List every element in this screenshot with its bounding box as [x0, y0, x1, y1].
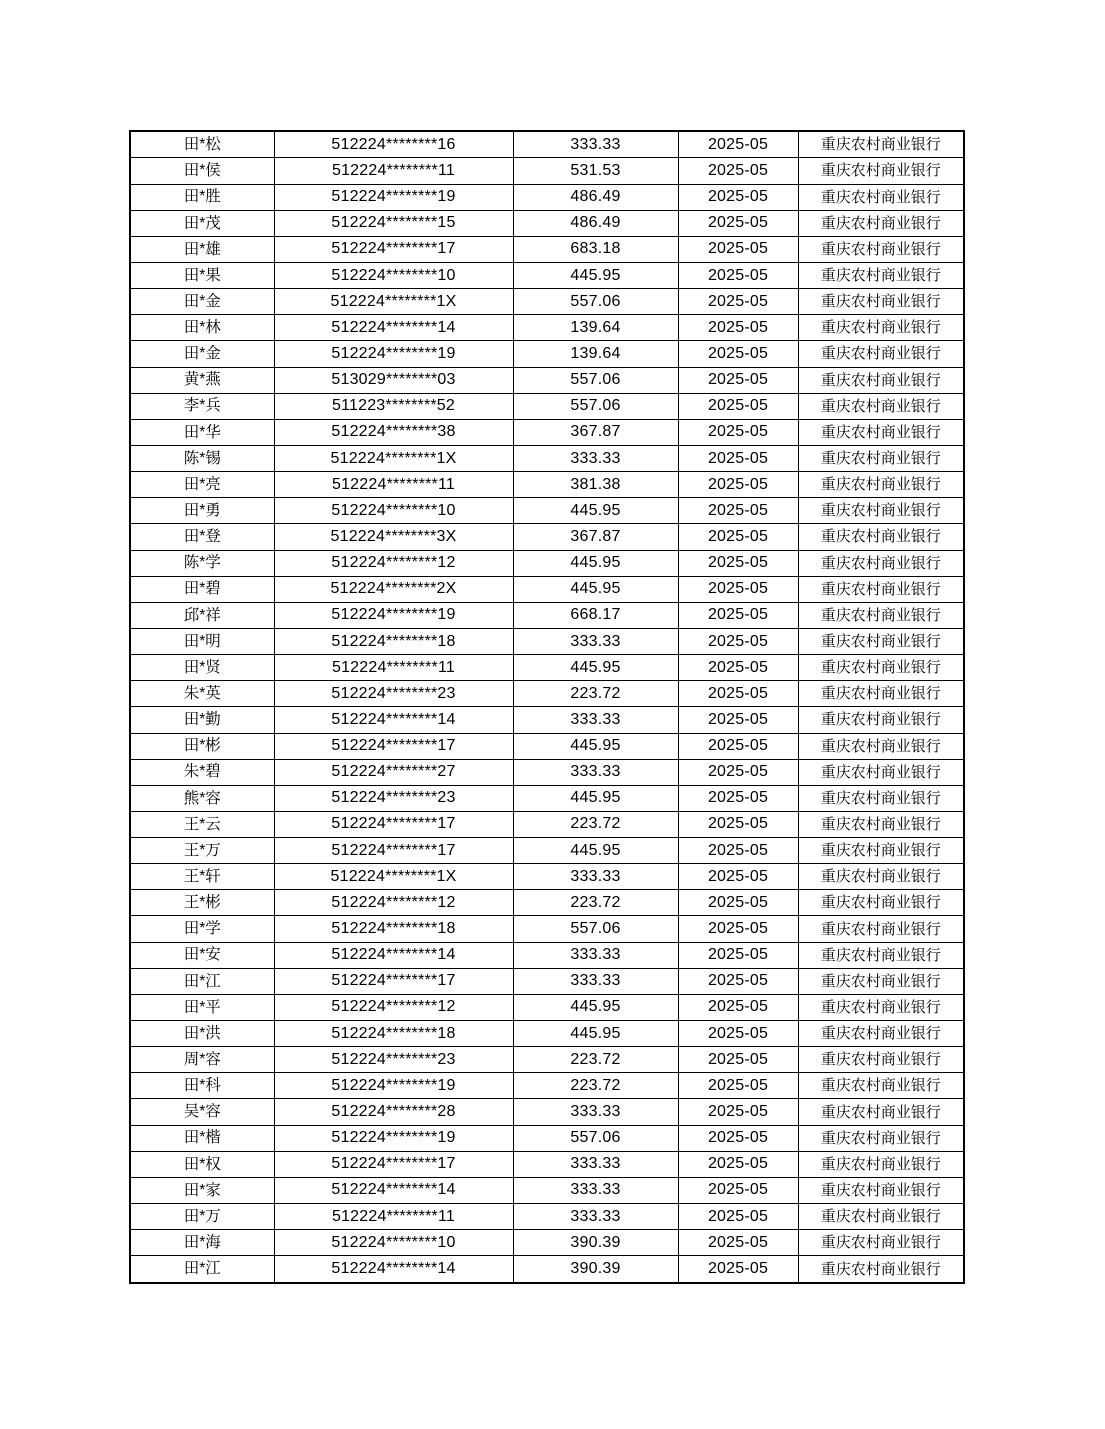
cell-month: 2025-05 — [678, 1073, 798, 1099]
cell-month: 2025-05 — [678, 838, 798, 864]
cell-bank: 重庆农村商业银行 — [798, 419, 964, 445]
cell-id-number: 512224********11 — [274, 158, 513, 184]
cell-id-number: 512224********18 — [274, 1021, 513, 1047]
table-row — [130, 498, 964, 524]
cell-month: 2025-05 — [678, 890, 798, 916]
table-row — [130, 419, 964, 445]
cell-amount: 333.33 — [513, 1099, 678, 1125]
cell-month: 2025-05 — [678, 341, 798, 367]
cell-bank: 重庆农村商业银行 — [798, 1073, 964, 1099]
cell-amount: 557.06 — [513, 916, 678, 942]
cell-amount: 531.53 — [513, 158, 678, 184]
table-row — [130, 1073, 964, 1099]
cell-name: 田*贤 — [130, 655, 274, 681]
cell-id-number: 512224********12 — [274, 550, 513, 576]
cell-id-number: 512224********19 — [274, 341, 513, 367]
cell-bank: 重庆农村商业银行 — [798, 184, 964, 210]
cell-month: 2025-05 — [678, 576, 798, 602]
cell-bank: 重庆农村商业银行 — [798, 367, 964, 393]
cell-amount: 139.64 — [513, 341, 678, 367]
cell-bank: 重庆农村商业银行 — [798, 1099, 964, 1125]
cell-amount: 333.33 — [513, 707, 678, 733]
cell-name: 田*洪 — [130, 1021, 274, 1047]
cell-name: 田*平 — [130, 994, 274, 1020]
cell-month: 2025-05 — [678, 602, 798, 628]
cell-month: 2025-05 — [678, 811, 798, 837]
table-row — [130, 628, 964, 654]
cell-amount: 333.33 — [513, 628, 678, 654]
table-row — [130, 942, 964, 968]
cell-amount: 333.33 — [513, 968, 678, 994]
cell-name: 陈*学 — [130, 550, 274, 576]
cell-name: 田*江 — [130, 1256, 274, 1283]
cell-id-number: 512224********3X — [274, 524, 513, 550]
table-row — [130, 602, 964, 628]
table-row — [130, 864, 964, 890]
cell-bank: 重庆农村商业银行 — [798, 289, 964, 315]
cell-id-number: 512224********1X — [274, 445, 513, 471]
cell-id-number: 512224********10 — [274, 1230, 513, 1256]
cell-name: 熊*容 — [130, 785, 274, 811]
cell-amount: 333.33 — [513, 759, 678, 785]
cell-name: 周*容 — [130, 1047, 274, 1073]
cell-bank: 重庆农村商业银行 — [798, 916, 964, 942]
cell-bank: 重庆农村商业银行 — [798, 524, 964, 550]
cell-amount: 445.95 — [513, 262, 678, 288]
cell-name: 吴*容 — [130, 1099, 274, 1125]
cell-name: 田*侯 — [130, 158, 274, 184]
cell-id-number: 512224********18 — [274, 628, 513, 654]
table-row — [130, 262, 964, 288]
cell-id-number: 512224********14 — [274, 942, 513, 968]
cell-bank: 重庆农村商业银行 — [798, 994, 964, 1020]
cell-amount: 683.18 — [513, 236, 678, 262]
table-row — [130, 184, 964, 210]
cell-id-number: 511223********52 — [274, 393, 513, 419]
table-row — [130, 393, 964, 419]
cell-name: 黄*燕 — [130, 367, 274, 393]
table-row — [130, 1204, 964, 1230]
cell-bank: 重庆农村商业银行 — [798, 1204, 964, 1230]
cell-name: 王*云 — [130, 811, 274, 837]
table-row — [130, 1151, 964, 1177]
cell-amount: 557.06 — [513, 367, 678, 393]
cell-id-number: 512224********17 — [274, 1151, 513, 1177]
cell-id-number: 512224********23 — [274, 1047, 513, 1073]
cell-month: 2025-05 — [678, 1256, 798, 1283]
cell-month: 2025-05 — [678, 759, 798, 785]
table-row — [130, 681, 964, 707]
table-row — [130, 838, 964, 864]
cell-id-number: 512224********11 — [274, 655, 513, 681]
cell-name: 田*科 — [130, 1073, 274, 1099]
table-row — [130, 733, 964, 759]
cell-bank: 重庆农村商业银行 — [798, 576, 964, 602]
cell-bank: 重庆农村商业银行 — [798, 942, 964, 968]
cell-amount: 223.72 — [513, 1047, 678, 1073]
table-row — [130, 1230, 964, 1256]
cell-amount: 557.06 — [513, 1125, 678, 1151]
cell-amount: 668.17 — [513, 602, 678, 628]
cell-month: 2025-05 — [678, 131, 798, 158]
cell-id-number: 512224********2X — [274, 576, 513, 602]
cell-bank: 重庆农村商业银行 — [798, 445, 964, 471]
table-row — [130, 1256, 964, 1283]
cell-name: 田*登 — [130, 524, 274, 550]
cell-name: 田*万 — [130, 1204, 274, 1230]
cell-month: 2025-05 — [678, 916, 798, 942]
cell-amount: 381.38 — [513, 472, 678, 498]
cell-id-number: 512224********19 — [274, 1125, 513, 1151]
cell-month: 2025-05 — [678, 994, 798, 1020]
table-row — [130, 236, 964, 262]
cell-bank: 重庆农村商业银行 — [798, 707, 964, 733]
cell-id-number: 512224********10 — [274, 498, 513, 524]
table-row — [130, 576, 964, 602]
table-row — [130, 1125, 964, 1151]
cell-id-number: 512224********1X — [274, 864, 513, 890]
cell-bank: 重庆农村商业银行 — [798, 759, 964, 785]
cell-bank: 重庆农村商业银行 — [798, 1047, 964, 1073]
cell-amount: 445.95 — [513, 576, 678, 602]
table-body — [130, 131, 964, 1283]
cell-amount: 445.95 — [513, 994, 678, 1020]
cell-id-number: 512224********1X — [274, 289, 513, 315]
cell-month: 2025-05 — [678, 367, 798, 393]
cell-id-number: 512224********17 — [274, 811, 513, 837]
cell-month: 2025-05 — [678, 733, 798, 759]
cell-month: 2025-05 — [678, 419, 798, 445]
cell-id-number: 512224********17 — [274, 236, 513, 262]
cell-name: 田*亮 — [130, 472, 274, 498]
cell-name: 陈*锡 — [130, 445, 274, 471]
cell-name: 田*家 — [130, 1177, 274, 1203]
cell-name: 田*碧 — [130, 576, 274, 602]
cell-month: 2025-05 — [678, 681, 798, 707]
cell-bank: 重庆农村商业银行 — [798, 262, 964, 288]
cell-name: 田*茂 — [130, 210, 274, 236]
table-row — [130, 968, 964, 994]
cell-bank: 重庆农村商业银行 — [798, 550, 964, 576]
cell-bank: 重庆农村商业银行 — [798, 1230, 964, 1256]
cell-bank: 重庆农村商业银行 — [798, 498, 964, 524]
table-row — [130, 210, 964, 236]
payment-table — [129, 130, 965, 1284]
cell-amount: 390.39 — [513, 1230, 678, 1256]
cell-month: 2025-05 — [678, 550, 798, 576]
cell-name: 田*胜 — [130, 184, 274, 210]
cell-name: 田*海 — [130, 1230, 274, 1256]
cell-name: 田*楷 — [130, 1125, 274, 1151]
cell-amount: 333.33 — [513, 1151, 678, 1177]
table-row — [130, 1021, 964, 1047]
cell-month: 2025-05 — [678, 942, 798, 968]
cell-bank: 重庆农村商业银行 — [798, 628, 964, 654]
cell-month: 2025-05 — [678, 1021, 798, 1047]
cell-id-number: 512224********14 — [274, 315, 513, 341]
cell-bank: 重庆农村商业银行 — [798, 341, 964, 367]
cell-name: 田*林 — [130, 315, 274, 341]
table-row — [130, 289, 964, 315]
cell-month: 2025-05 — [678, 785, 798, 811]
cell-amount: 333.33 — [513, 131, 678, 158]
cell-amount: 333.33 — [513, 942, 678, 968]
cell-month: 2025-05 — [678, 707, 798, 733]
table-row — [130, 890, 964, 916]
cell-name: 田*学 — [130, 916, 274, 942]
cell-month: 2025-05 — [678, 1177, 798, 1203]
cell-bank: 重庆农村商业银行 — [798, 315, 964, 341]
cell-amount: 223.72 — [513, 1073, 678, 1099]
cell-id-number: 513029********03 — [274, 367, 513, 393]
cell-amount: 557.06 — [513, 393, 678, 419]
cell-id-number: 512224********28 — [274, 1099, 513, 1125]
cell-name: 朱*英 — [130, 681, 274, 707]
cell-month: 2025-05 — [678, 472, 798, 498]
cell-bank: 重庆农村商业银行 — [798, 1151, 964, 1177]
cell-month: 2025-05 — [678, 968, 798, 994]
cell-month: 2025-05 — [678, 864, 798, 890]
cell-month: 2025-05 — [678, 289, 798, 315]
cell-id-number: 512224********14 — [274, 1177, 513, 1203]
cell-id-number: 512224********17 — [274, 733, 513, 759]
cell-bank: 重庆农村商业银行 — [798, 158, 964, 184]
cell-name: 田*勤 — [130, 707, 274, 733]
cell-id-number: 512224********23 — [274, 681, 513, 707]
cell-id-number: 512224********14 — [274, 1256, 513, 1283]
cell-name: 王*彬 — [130, 890, 274, 916]
cell-bank: 重庆农村商业银行 — [798, 968, 964, 994]
cell-name: 李*兵 — [130, 393, 274, 419]
cell-bank: 重庆农村商业银行 — [798, 393, 964, 419]
cell-bank: 重庆农村商业银行 — [798, 210, 964, 236]
cell-id-number: 512224********18 — [274, 916, 513, 942]
cell-id-number: 512224********11 — [274, 472, 513, 498]
cell-name: 田*金 — [130, 289, 274, 315]
cell-month: 2025-05 — [678, 628, 798, 654]
cell-bank: 重庆农村商业银行 — [798, 681, 964, 707]
cell-name: 田*权 — [130, 1151, 274, 1177]
cell-name: 田*彬 — [130, 733, 274, 759]
table-row — [130, 341, 964, 367]
cell-amount: 333.33 — [513, 445, 678, 471]
table-row — [130, 131, 964, 158]
cell-id-number: 512224********15 — [274, 210, 513, 236]
table-row — [130, 916, 964, 942]
cell-bank: 重庆农村商业银行 — [798, 131, 964, 158]
cell-amount: 486.49 — [513, 210, 678, 236]
cell-name: 田*金 — [130, 341, 274, 367]
cell-id-number: 512224********38 — [274, 419, 513, 445]
cell-bank: 重庆农村商业银行 — [798, 1125, 964, 1151]
cell-month: 2025-05 — [678, 445, 798, 471]
cell-month: 2025-05 — [678, 393, 798, 419]
cell-name: 田*明 — [130, 628, 274, 654]
table-row — [130, 994, 964, 1020]
cell-bank: 重庆农村商业银行 — [798, 1177, 964, 1203]
cell-id-number: 512224********19 — [274, 1073, 513, 1099]
table-row — [130, 445, 964, 471]
cell-id-number: 512224********10 — [274, 262, 513, 288]
cell-amount: 223.72 — [513, 811, 678, 837]
cell-id-number: 512224********12 — [274, 994, 513, 1020]
cell-month: 2025-05 — [678, 1125, 798, 1151]
cell-amount: 445.95 — [513, 838, 678, 864]
cell-month: 2025-05 — [678, 1151, 798, 1177]
table-row — [130, 785, 964, 811]
table-row — [130, 472, 964, 498]
cell-bank: 重庆农村商业银行 — [798, 1021, 964, 1047]
cell-name: 田*雄 — [130, 236, 274, 262]
table-row — [130, 707, 964, 733]
table-row — [130, 811, 964, 837]
cell-bank: 重庆农村商业银行 — [798, 733, 964, 759]
cell-id-number: 512224********27 — [274, 759, 513, 785]
table-row — [130, 1177, 964, 1203]
cell-month: 2025-05 — [678, 158, 798, 184]
cell-bank: 重庆农村商业银行 — [798, 890, 964, 916]
cell-name: 王*万 — [130, 838, 274, 864]
cell-name: 田*华 — [130, 419, 274, 445]
cell-name: 田*勇 — [130, 498, 274, 524]
cell-amount: 445.95 — [513, 785, 678, 811]
cell-bank: 重庆农村商业银行 — [798, 655, 964, 681]
cell-month: 2025-05 — [678, 315, 798, 341]
table-row — [130, 1047, 964, 1073]
cell-month: 2025-05 — [678, 210, 798, 236]
cell-amount: 333.33 — [513, 1177, 678, 1203]
cell-id-number: 512224********23 — [274, 785, 513, 811]
cell-bank: 重庆农村商业银行 — [798, 472, 964, 498]
cell-amount: 333.33 — [513, 1204, 678, 1230]
cell-amount: 390.39 — [513, 1256, 678, 1283]
table-row — [130, 158, 964, 184]
cell-name: 田*安 — [130, 942, 274, 968]
table-row — [130, 759, 964, 785]
cell-amount: 367.87 — [513, 524, 678, 550]
cell-amount: 445.95 — [513, 655, 678, 681]
cell-name: 田*松 — [130, 131, 274, 158]
cell-name: 王*轩 — [130, 864, 274, 890]
table-row — [130, 1099, 964, 1125]
cell-amount: 367.87 — [513, 419, 678, 445]
cell-bank: 重庆农村商业银行 — [798, 236, 964, 262]
cell-amount: 223.72 — [513, 890, 678, 916]
cell-id-number: 512224********19 — [274, 602, 513, 628]
table-row — [130, 367, 964, 393]
table-row — [130, 655, 964, 681]
table-row — [130, 315, 964, 341]
cell-name: 田*果 — [130, 262, 274, 288]
cell-id-number: 512224********14 — [274, 707, 513, 733]
cell-month: 2025-05 — [678, 1230, 798, 1256]
cell-month: 2025-05 — [678, 262, 798, 288]
cell-month: 2025-05 — [678, 236, 798, 262]
cell-bank: 重庆农村商业银行 — [798, 785, 964, 811]
cell-id-number: 512224********16 — [274, 131, 513, 158]
cell-name: 朱*碧 — [130, 759, 274, 785]
cell-month: 2025-05 — [678, 184, 798, 210]
cell-amount: 139.64 — [513, 315, 678, 341]
cell-amount: 445.95 — [513, 1021, 678, 1047]
cell-name: 田*江 — [130, 968, 274, 994]
cell-month: 2025-05 — [678, 1047, 798, 1073]
cell-amount: 445.95 — [513, 733, 678, 759]
cell-month: 2025-05 — [678, 1204, 798, 1230]
cell-bank: 重庆农村商业银行 — [798, 602, 964, 628]
cell-bank: 重庆农村商业银行 — [798, 838, 964, 864]
cell-id-number: 512224********17 — [274, 838, 513, 864]
table-row — [130, 524, 964, 550]
cell-amount: 557.06 — [513, 289, 678, 315]
cell-bank: 重庆农村商业银行 — [798, 811, 964, 837]
cell-id-number: 512224********17 — [274, 968, 513, 994]
cell-name: 邱*祥 — [130, 602, 274, 628]
cell-id-number: 512224********12 — [274, 890, 513, 916]
cell-id-number: 512224********19 — [274, 184, 513, 210]
cell-amount: 486.49 — [513, 184, 678, 210]
cell-month: 2025-05 — [678, 524, 798, 550]
cell-month: 2025-05 — [678, 655, 798, 681]
table-row — [130, 550, 964, 576]
cell-amount: 223.72 — [513, 681, 678, 707]
cell-bank: 重庆农村商业银行 — [798, 864, 964, 890]
cell-amount: 333.33 — [513, 864, 678, 890]
cell-amount: 445.95 — [513, 498, 678, 524]
cell-amount: 445.95 — [513, 550, 678, 576]
cell-month: 2025-05 — [678, 498, 798, 524]
cell-id-number: 512224********11 — [274, 1204, 513, 1230]
cell-month: 2025-05 — [678, 1099, 798, 1125]
cell-bank: 重庆农村商业银行 — [798, 1256, 964, 1283]
